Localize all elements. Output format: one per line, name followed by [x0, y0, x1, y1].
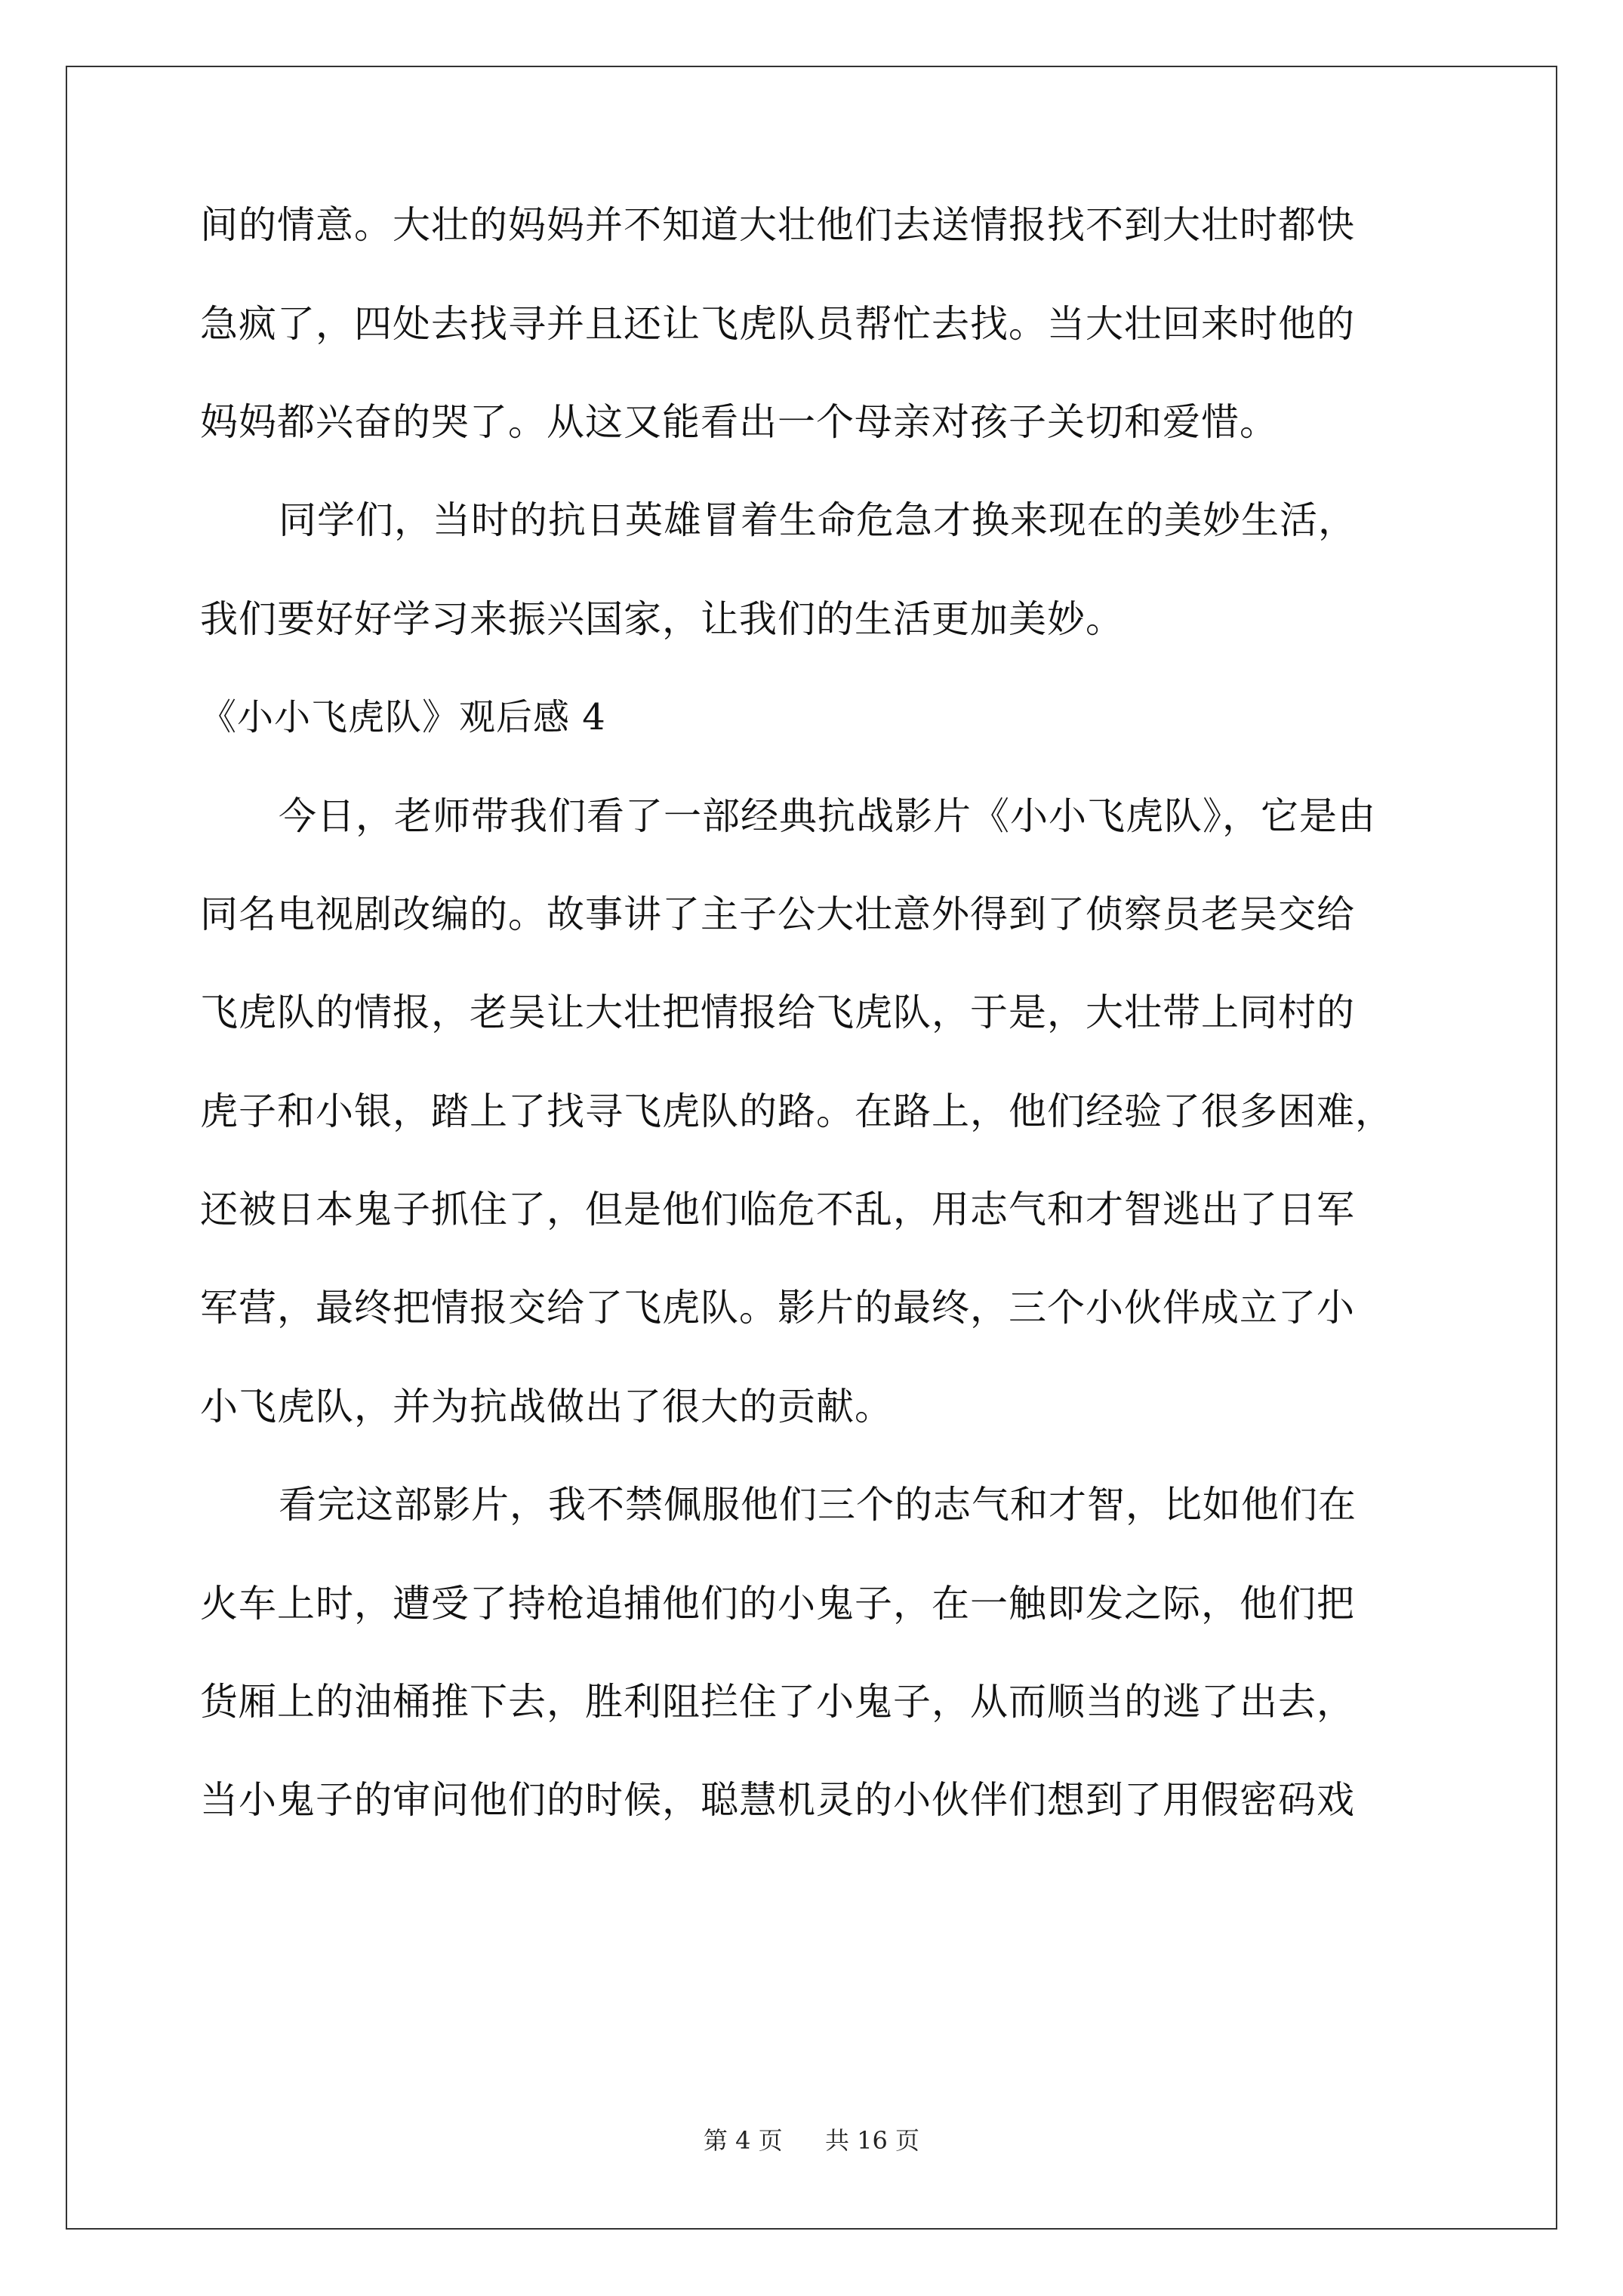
- paragraph-line: 今日，老师带我们看了一部经典抗战影片《小小飞虎队》，它是由: [279, 794, 1376, 838]
- paragraph-line: 货厢上的油桶推下去，胜利阻拦住了小鬼子，从而顺当的逃了出去，: [200, 1680, 1355, 1724]
- page-border: [66, 66, 1557, 2230]
- paragraph-line: 急疯了，四处去找寻并且还让飞虎队员帮忙去找。当大壮回来时他的: [200, 302, 1355, 346]
- paragraph-line: 间的情意。大壮的妈妈并不知道大壮他们去送情报找不到大壮时都快: [200, 203, 1355, 247]
- page-number: 第 4 页: [703, 2126, 783, 2155]
- paragraph-line: 看完这部影片，我不禁佩服他们三个的志气和才智，比如他们在: [279, 1483, 1357, 1527]
- paragraph-line: 军营，最终把情报交给了飞虎队。影片的最终，三个小伙伴成立了小: [200, 1286, 1355, 1330]
- section-heading: 《小小飞虎队》观后感 4: [200, 696, 606, 738]
- paragraph-line: 还被日本鬼子抓住了，但是他们临危不乱，用志气和才智逃出了日军: [200, 1188, 1355, 1231]
- page-footer: [0, 2125, 1623, 2156]
- paragraph-line: 同名电视剧改编的。故事讲了主子公大壮意外得到了侦察员老吴交给: [200, 892, 1355, 936]
- paragraph-line: 妈妈都兴奋的哭了。从这又能看出一个母亲对孩子关切和爱惜。: [200, 400, 1278, 444]
- paragraph-line: 飞虎队的情报，老吴让大壮把情报给飞虎队，于是，大壮带上同村的: [200, 991, 1355, 1034]
- paragraph-line: 虎子和小银，踏上了找寻飞虎队的路。在路上，他们经验了很多困难，: [200, 1089, 1394, 1133]
- paragraph-line: 我们要好好学习来振兴国家，让我们的生活更加美妙。: [200, 597, 1124, 641]
- paragraph-line: 火车上时，遭受了持枪追捕他们的小鬼子，在一触即发之际，他们把: [200, 1582, 1355, 1626]
- page-total: 共 16 页: [824, 2126, 920, 2155]
- paragraph-line: 同学们，当时的抗日英雄冒着生命危急才换来现在的美妙生活，: [279, 498, 1357, 542]
- paragraph-line: 当小鬼子的审问他们的时候，聪慧机灵的小伙伴们想到了用假密码戏: [200, 1778, 1355, 1822]
- paragraph-line: 小飞虎队，并为抗战做出了很大的贡献。: [200, 1385, 893, 1428]
